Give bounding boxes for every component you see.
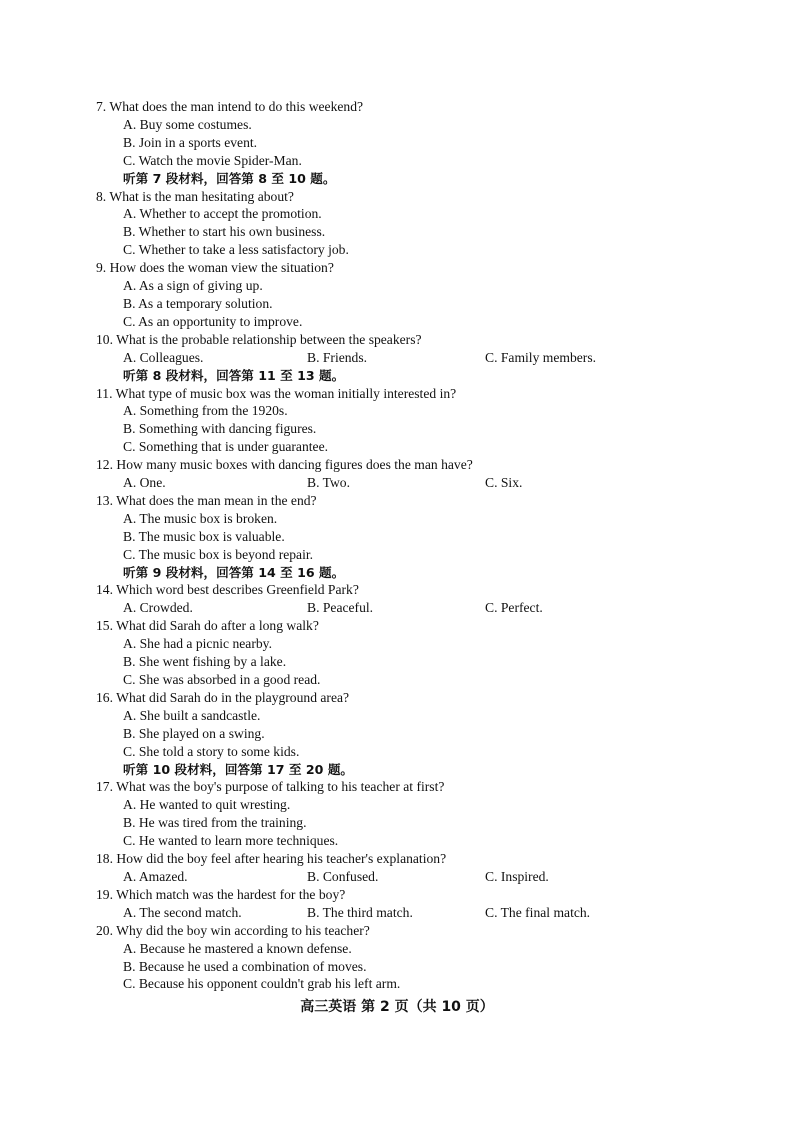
option-c: C. Perfect.	[485, 600, 543, 616]
listening-instruction: 听第 9 段材料，回答第 14 至 16 题。	[123, 564, 345, 580]
option-a: A. She had a picnic nearby.	[123, 636, 272, 652]
question-8	[96, 188, 736, 260]
question-stem: 9. How does the woman view the situation?	[96, 260, 334, 276]
question-stem: 19. Which match was the hardest for the boy?	[96, 886, 346, 902]
option-b: B. She played on a swing.	[123, 725, 265, 741]
option-b: B. Because he used a combination of moves.	[123, 958, 367, 974]
question-stem: 14. Which word best describes Greenfield Park?	[96, 582, 359, 598]
option-a: A. Something from the 1920s.	[123, 403, 288, 419]
option-a: A. Colleagues.	[123, 349, 204, 365]
question-7	[96, 98, 736, 170]
option-c: C. She was absorbed in a good read.	[123, 672, 321, 687]
question-stem: 20. Why did the boy win according to his teacher?	[96, 922, 370, 938]
question-stem: 7. What does the man intend to do this weekend?	[96, 99, 364, 114]
option-a: A. Buy some costumes.	[123, 116, 252, 132]
question-13	[96, 492, 736, 564]
option-c: C. The music box is beyond repair.	[123, 546, 314, 562]
option-a: A. Because he mastered a known defense.	[123, 940, 352, 956]
option-row	[123, 868, 736, 886]
question-17	[96, 778, 736, 850]
option-a: A. As a sign of giving up.	[123, 278, 263, 294]
question-20	[96, 922, 736, 994]
option-row	[123, 599, 736, 617]
option-c: C. As an opportunity to improve.	[123, 313, 303, 329]
option-a: A. He wanted to quit wresting.	[123, 797, 291, 813]
question-14	[96, 581, 736, 617]
question-15	[96, 617, 736, 689]
option-c: C. He wanted to learn more techniques.	[123, 833, 339, 849]
question-18	[96, 850, 736, 886]
option-b: B. Confused.	[307, 868, 379, 884]
option-c: C. The final match.	[485, 904, 591, 920]
question-stem: 17. What was the boy's purpose of talking to his teacher at first?	[96, 779, 445, 795]
question-9	[96, 259, 736, 331]
option-a: A. The second match.	[123, 904, 242, 920]
listening-instruction: 听第 10 段材料，回答第 17 至 20 题。	[123, 761, 354, 777]
option-b: B. The third match.	[307, 904, 413, 920]
question-12	[96, 456, 736, 492]
question-stem: 18. How did the boy feel after hearing his teacher's explanation?	[96, 851, 447, 867]
option-c: C. Because his opponent couldn't grab his left arm.	[123, 976, 401, 992]
option-b: B. Whether to start his own business.	[123, 224, 326, 240]
question-stem: 10. What is the probable relationship between the speakers?	[96, 331, 422, 347]
question-stem: 8. What is the man hesitating about?	[96, 188, 294, 204]
page-footer: 高三英语 第 2 页（共 10 页）	[300, 999, 494, 1015]
option-b: B. As a temporary solution.	[123, 295, 273, 311]
option-b: B. Join in a sports event.	[123, 134, 258, 150]
option-b: B. He was tired from the training.	[123, 815, 307, 831]
option-c: C. Family members.	[485, 349, 597, 365]
option-a: A. Amazed.	[123, 868, 188, 884]
option-row	[123, 474, 736, 492]
option-a: A. One.	[123, 475, 166, 491]
listening-instruction: 听第 8 段材料，回答第 11 至 13 题。	[123, 367, 345, 383]
question-stem: 12. How many music boxes with dancing figures does the man have?	[96, 457, 473, 473]
question-stem: 13. What does the man mean in the end?	[96, 492, 317, 508]
listening-instruction: 听第 7 段材料，回答第 8 至 10 题。	[123, 170, 336, 186]
option-b: B. The music box is valuable.	[123, 528, 285, 544]
option-c: C. Something that is under guarantee.	[123, 439, 328, 455]
option-row	[123, 904, 736, 922]
option-c: C. Six.	[485, 475, 523, 491]
option-c: C. Whether to take a less satisfactory job.	[123, 242, 349, 258]
option-b: B. Friends.	[307, 349, 368, 365]
question-10	[96, 331, 736, 367]
option-b: B. Two.	[307, 475, 350, 491]
option-c: C. Watch the movie Spider-Man.	[123, 152, 302, 168]
option-a: A. Crowded.	[123, 600, 193, 616]
question-stem: 11. What type of music box was the woman initially interested in?	[96, 385, 457, 401]
question-stem: 16. What did Sarah do in the playground area?	[96, 689, 350, 705]
option-row	[123, 349, 736, 367]
option-b: B. Peaceful.	[307, 600, 374, 616]
question-11	[96, 385, 736, 457]
option-b: B. Something with dancing figures.	[123, 421, 317, 437]
option-a: A. She built a sandcastle.	[123, 707, 261, 723]
option-a: A. Whether to accept the promotion.	[123, 206, 322, 222]
option-a: A. The music box is broken.	[123, 510, 278, 526]
option-c: C. She told a story to some kids.	[123, 743, 300, 759]
option-c: C. Inspired.	[485, 868, 549, 884]
question-19	[96, 886, 736, 922]
question-stem: 15. What did Sarah do after a long walk?	[96, 618, 319, 634]
option-b: B. She went fishing by a lake.	[123, 654, 287, 670]
question-list	[96, 98, 736, 993]
question-16	[96, 689, 736, 761]
